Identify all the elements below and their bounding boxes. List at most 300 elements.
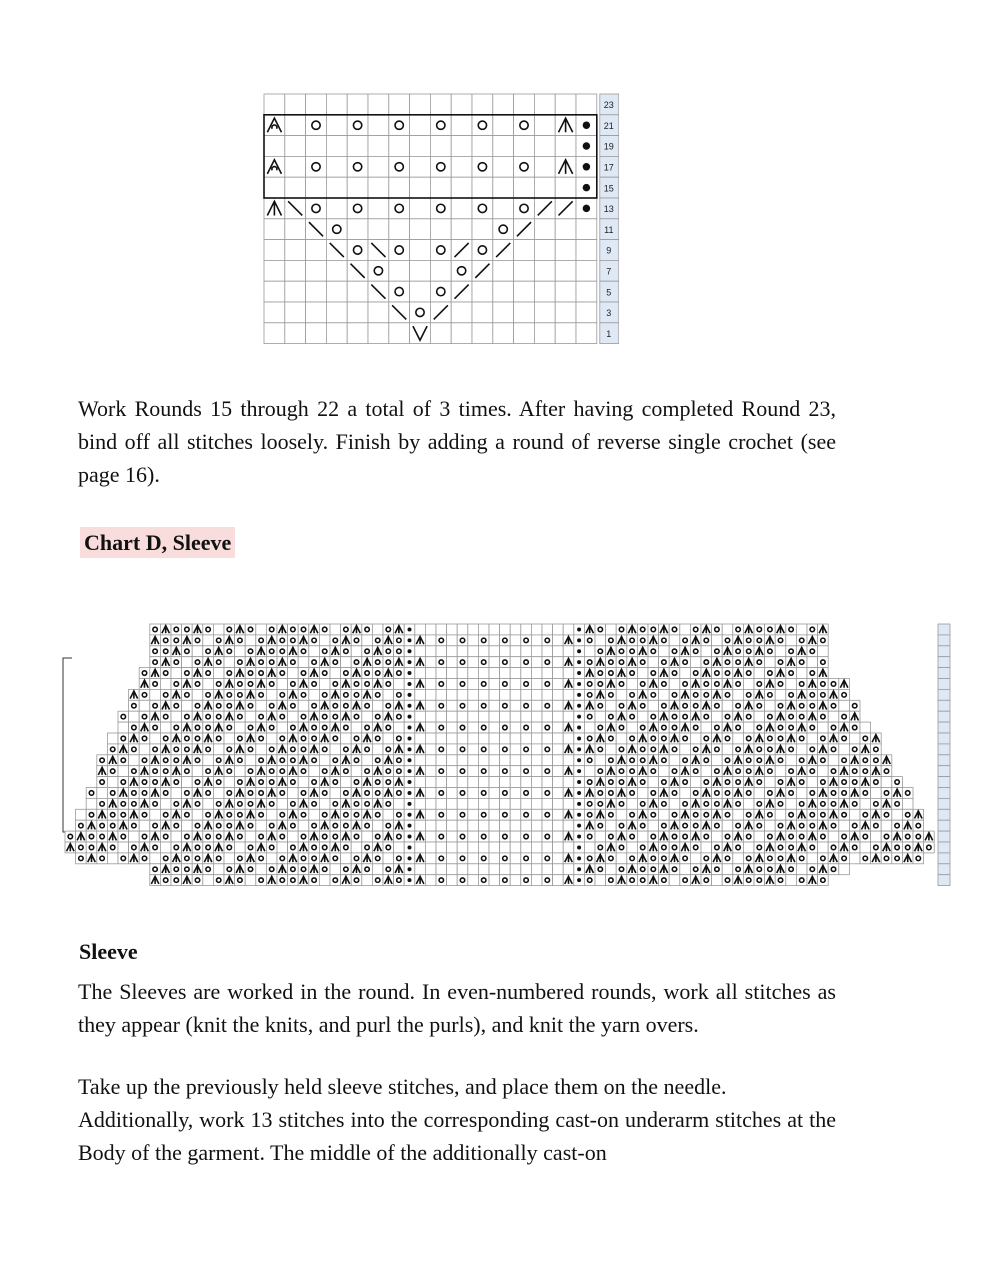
chart-cell	[542, 777, 553, 788]
chart-cell	[213, 777, 224, 788]
chart-cell	[430, 136, 451, 157]
chart-cell	[510, 842, 521, 853]
chart-cell	[637, 722, 648, 733]
chart-cell	[266, 679, 277, 690]
chart-cell	[690, 777, 701, 788]
chart-cell	[372, 624, 383, 635]
chart-cell	[531, 722, 542, 733]
chart-cell	[306, 198, 327, 219]
chart-cell	[807, 722, 818, 733]
chart-cell	[171, 744, 182, 755]
chart-cell	[531, 689, 542, 700]
chart-cell	[500, 624, 511, 635]
chart-cell	[553, 820, 564, 831]
chart-cell	[712, 700, 723, 711]
chart-cell	[306, 260, 327, 281]
chart-cell	[362, 711, 373, 722]
chart-cell	[807, 766, 818, 777]
chart-cell	[510, 689, 521, 700]
chart-cell	[775, 798, 786, 809]
chart-cell	[765, 700, 776, 711]
chart-cell	[534, 323, 555, 344]
chart-cell	[425, 875, 436, 886]
chart-cell	[828, 820, 839, 831]
chart-cell	[818, 679, 829, 690]
round-number-label: 17	[603, 162, 614, 173]
round-number-cell	[938, 668, 950, 679]
chart-cell	[786, 864, 797, 875]
chart-cell	[531, 657, 542, 668]
chart-cell	[192, 679, 203, 690]
chart-cell	[531, 635, 542, 646]
chart-cell	[139, 744, 150, 755]
chart-cell	[415, 820, 426, 831]
chart-cell	[97, 831, 108, 842]
chart-cell	[389, 198, 410, 219]
chart-cell	[489, 798, 500, 809]
chart-cell	[871, 798, 882, 809]
chart-cell	[129, 744, 140, 755]
chart-cell	[733, 679, 744, 690]
chart-cell	[351, 766, 362, 777]
chart-cell	[266, 853, 277, 864]
chart-cell	[182, 809, 193, 820]
chart-cell	[902, 788, 913, 799]
chart-cell	[457, 722, 468, 733]
chart-cell	[500, 635, 511, 646]
chart-cell	[648, 820, 659, 831]
sleeve-paragraph-underarm: Additionally, work 13 stitches into the corresponding cast-on underarm stitches at the Body of the garment. The middle of the additionally cast-on	[78, 1107, 836, 1165]
chart-cell	[468, 744, 479, 755]
chart-cell	[362, 842, 373, 853]
chart-cell	[680, 798, 691, 809]
chart-cell	[351, 831, 362, 842]
chart-cell	[521, 635, 532, 646]
chart-cell	[447, 820, 458, 831]
chart-cell	[306, 240, 327, 261]
round-number-label: 21	[603, 120, 614, 131]
chart-cell	[881, 788, 892, 799]
chart-cell	[288, 875, 299, 886]
chart-cell	[555, 94, 576, 115]
chart-cell	[394, 711, 405, 722]
chart-cell	[659, 679, 670, 690]
chart-cell	[489, 700, 500, 711]
chart-cell	[553, 733, 564, 744]
chart-cell	[266, 809, 277, 820]
chart-cell	[500, 755, 511, 766]
chart-cell	[521, 820, 532, 831]
chart-cell	[722, 864, 733, 875]
chart-cell	[410, 240, 431, 261]
chart-cell	[860, 722, 871, 733]
chart-cell	[701, 646, 712, 657]
chart-cell	[235, 842, 246, 853]
chart-cell	[754, 755, 765, 766]
chart-cell	[478, 646, 489, 657]
chart-cell	[235, 831, 246, 842]
chart-cell	[743, 646, 754, 657]
chart-cell	[754, 831, 765, 842]
chart-cell	[447, 853, 458, 864]
chart-cell	[425, 809, 436, 820]
chart-cell	[818, 766, 829, 777]
chart-cell	[754, 635, 765, 646]
purl-dot-symbol	[407, 867, 411, 871]
chart-cell	[775, 875, 786, 886]
chart-cell	[362, 820, 373, 831]
chart-cell	[341, 744, 352, 755]
chart-cell	[493, 302, 514, 323]
chart-cell	[76, 853, 87, 864]
chart-cell	[563, 668, 574, 679]
chart-cell	[489, 668, 500, 679]
chart-cell	[521, 777, 532, 788]
chart-cell	[553, 711, 564, 722]
chart-cell	[510, 766, 521, 777]
chart-cell	[807, 820, 818, 831]
chart-cell	[659, 646, 670, 657]
chart-cell	[616, 842, 627, 853]
chart-cell	[849, 820, 860, 831]
chart-cell	[415, 711, 426, 722]
chart-cell	[468, 864, 479, 875]
chart-cell	[733, 798, 744, 809]
chart-cell	[765, 864, 776, 875]
chart-cell	[192, 820, 203, 831]
chart-cell	[839, 777, 850, 788]
chart-cell	[472, 240, 493, 261]
chart-cell	[616, 820, 627, 831]
chart-cell	[86, 831, 97, 842]
chart-cell	[341, 766, 352, 777]
purl-dot-symbol	[407, 845, 411, 849]
chart-cell	[839, 820, 850, 831]
chart-cell	[669, 689, 680, 700]
round-number-cell	[938, 744, 950, 755]
chart-cell	[555, 240, 576, 261]
chart-cell	[637, 679, 648, 690]
chart-cell	[192, 755, 203, 766]
chart-cell	[351, 657, 362, 668]
chart-cell	[775, 853, 786, 864]
chart-cell	[76, 820, 87, 831]
chart-cell	[489, 831, 500, 842]
chart-cell	[160, 711, 171, 722]
chart-cell	[150, 646, 161, 657]
chart-cell	[510, 700, 521, 711]
chart-cell	[415, 668, 426, 679]
chart-cell	[849, 809, 860, 820]
chart-cell	[368, 156, 389, 177]
chart-cell	[478, 679, 489, 690]
chart-cell	[563, 646, 574, 657]
chart-cell	[786, 809, 797, 820]
chart-cell	[394, 733, 405, 744]
chart-cell	[542, 722, 553, 733]
chart-cell	[637, 875, 648, 886]
chart-cell	[256, 711, 267, 722]
chart-cell	[468, 766, 479, 777]
chart-cell	[669, 722, 680, 733]
chart-cell	[712, 624, 723, 635]
chart-cell	[606, 744, 617, 755]
chart-cell	[389, 177, 410, 198]
purl-dot-symbol	[407, 780, 411, 784]
chart-cell	[362, 679, 373, 690]
chart-cell	[457, 777, 468, 788]
chart-cell	[521, 788, 532, 799]
chart-cell	[510, 853, 521, 864]
chart-cell	[606, 831, 617, 842]
chart-cell	[326, 136, 347, 157]
chart-cell	[493, 115, 514, 136]
chart-cell	[425, 733, 436, 744]
chart-cell	[107, 842, 118, 853]
chart-cell	[576, 94, 597, 115]
chart-cell	[765, 733, 776, 744]
chart-cell	[430, 156, 451, 177]
chart-cell	[97, 820, 108, 831]
chart-cell	[394, 809, 405, 820]
chart-cell	[669, 788, 680, 799]
chart-cell	[235, 798, 246, 809]
chart-cell	[701, 777, 712, 788]
chart-cell	[860, 842, 871, 853]
chart-cell	[457, 733, 468, 744]
chart-cell	[264, 94, 285, 115]
chart-cell	[306, 281, 327, 302]
chart-cell	[754, 679, 765, 690]
chart-cell	[150, 657, 161, 668]
purl-dot-symbol	[407, 726, 411, 730]
chart-cell	[553, 766, 564, 777]
chart-cell	[500, 689, 511, 700]
chart-cell	[818, 777, 829, 788]
chart-cell	[828, 722, 839, 733]
chart-cell	[203, 624, 214, 635]
chart-cell	[531, 853, 542, 864]
chart-cell	[712, 744, 723, 755]
chart-cell	[224, 864, 235, 875]
chart-cell	[351, 809, 362, 820]
chart-cell	[277, 689, 288, 700]
chart-cell	[182, 668, 193, 679]
chart-cell	[722, 657, 733, 668]
chart-cell	[839, 744, 850, 755]
chart-cell	[389, 156, 410, 177]
chart-cell	[521, 700, 532, 711]
chart-cell	[425, 711, 436, 722]
chart-cell	[309, 766, 320, 777]
chart-cell	[224, 668, 235, 679]
chart-cell	[451, 94, 472, 115]
chart-cell	[563, 733, 574, 744]
chart-cell	[182, 831, 193, 842]
chart-cell	[277, 668, 288, 679]
chart-cell	[341, 668, 352, 679]
chart-cell	[160, 646, 171, 657]
chart-cell	[701, 635, 712, 646]
chart-cell	[743, 635, 754, 646]
chart-cell	[182, 657, 193, 668]
chart-cell	[478, 624, 489, 635]
chart-cell	[542, 689, 553, 700]
chart-cell	[839, 689, 850, 700]
chart-cell	[472, 281, 493, 302]
chart-cell	[436, 853, 447, 864]
chart-cell	[680, 820, 691, 831]
chart-cell	[182, 788, 193, 799]
chart-cell	[765, 777, 776, 788]
chart-cell	[553, 722, 564, 733]
chart-cell	[389, 94, 410, 115]
chart-cell	[733, 864, 744, 875]
chart-cell	[389, 219, 410, 240]
chart-cell	[743, 733, 754, 744]
chart-cell	[839, 853, 850, 864]
chart-cell	[347, 198, 368, 219]
chart-cell	[309, 700, 320, 711]
chart-cell	[489, 689, 500, 700]
chart-cell	[394, 831, 405, 842]
chart-cell	[309, 722, 320, 733]
round-number-cell	[938, 624, 950, 635]
chart-cell	[182, 853, 193, 864]
purl-dot-symbol	[577, 649, 581, 653]
chart-cell	[733, 657, 744, 668]
chart-cell	[606, 875, 617, 886]
chart-cell	[733, 766, 744, 777]
chart-cell	[860, 755, 871, 766]
chart-cell	[351, 689, 362, 700]
chart-cell	[754, 711, 765, 722]
chart-cell	[288, 722, 299, 733]
chart-cell	[341, 700, 352, 711]
chart-cell	[606, 755, 617, 766]
chart-cell	[266, 722, 277, 733]
round-number-cell	[938, 657, 950, 668]
chart-cell	[203, 766, 214, 777]
chart-cell	[266, 766, 277, 777]
chart-d-heading: Chart D, Sleeve	[80, 527, 235, 558]
chart-cell	[584, 798, 595, 809]
chart-cell	[425, 689, 436, 700]
chart-cell	[828, 831, 839, 842]
chart-cell	[468, 624, 479, 635]
chart-cell	[514, 94, 535, 115]
chart-cell	[139, 809, 150, 820]
chart-cell	[531, 809, 542, 820]
chart-cell	[383, 679, 394, 690]
chart-cell	[659, 700, 670, 711]
chart-cell	[330, 668, 341, 679]
chart-cell	[383, 700, 394, 711]
chart-cell	[871, 842, 882, 853]
chart-cell	[298, 788, 309, 799]
chart-cell	[368, 302, 389, 323]
chart-cell	[478, 733, 489, 744]
chart-cell	[680, 733, 691, 744]
chart-cell	[285, 219, 306, 240]
chart-cell	[309, 842, 320, 853]
chart-cell	[514, 177, 535, 198]
chart-cell	[902, 809, 913, 820]
sleeve-paragraph-round-work: The Sleeves are worked in the round. In even-numbered rounds, work all stitches as they appear (knit the knits, and purl the purls), and knit the yarn overs.	[78, 979, 836, 1037]
chart-cell	[765, 853, 776, 864]
chart-cell	[118, 766, 129, 777]
chart-cell	[680, 711, 691, 722]
chart-cell	[690, 853, 701, 864]
chart-cell	[351, 875, 362, 886]
chart-cell	[563, 777, 574, 788]
purl-dot-symbol	[407, 715, 411, 719]
chart-cell	[192, 700, 203, 711]
chart-cell	[203, 744, 214, 755]
chart-cell	[235, 755, 246, 766]
chart-cell	[468, 722, 479, 733]
chart-cell	[298, 864, 309, 875]
chart-cell	[584, 689, 595, 700]
chart-cell	[500, 733, 511, 744]
purl-dot-symbol	[583, 142, 590, 149]
chart-cell	[553, 668, 564, 679]
chart-cell	[266, 624, 277, 635]
chart-cell	[627, 668, 638, 679]
chart-cell	[828, 679, 839, 690]
round-number-cell	[938, 679, 950, 690]
chart-cell	[690, 864, 701, 875]
chart-cell	[514, 198, 535, 219]
chart-cell	[871, 820, 882, 831]
chart-cell	[410, 177, 431, 198]
chart-cell	[171, 624, 182, 635]
chart-cell	[425, 777, 436, 788]
chart-cell	[733, 700, 744, 711]
chart-cell	[765, 820, 776, 831]
chart-cell	[860, 798, 871, 809]
chart-cell	[563, 842, 574, 853]
chart-cell	[659, 875, 670, 886]
chart-cell	[447, 809, 458, 820]
chart-cell	[627, 722, 638, 733]
chart-cell	[451, 219, 472, 240]
chart-cell	[436, 733, 447, 744]
chart-cell	[288, 657, 299, 668]
chart-cell	[326, 323, 347, 344]
chart-cell	[775, 689, 786, 700]
chart-cell	[213, 700, 224, 711]
chart-cell	[298, 766, 309, 777]
purl-dot-symbol	[577, 747, 581, 751]
chart-cell	[472, 323, 493, 344]
round-number-cell	[938, 700, 950, 711]
chart-cell	[510, 657, 521, 668]
chart-cell	[139, 733, 150, 744]
purl-dot-symbol	[577, 693, 581, 697]
chart-cell	[203, 788, 214, 799]
chart-cell	[451, 156, 472, 177]
chart-cell	[139, 711, 150, 722]
chart-cell	[362, 831, 373, 842]
chart-cell	[606, 635, 617, 646]
chart-cell	[457, 853, 468, 864]
chart-cell	[563, 820, 574, 831]
chart-cell	[457, 657, 468, 668]
chart-cell	[468, 733, 479, 744]
chart-cell	[881, 853, 892, 864]
chart-cell	[839, 864, 850, 875]
